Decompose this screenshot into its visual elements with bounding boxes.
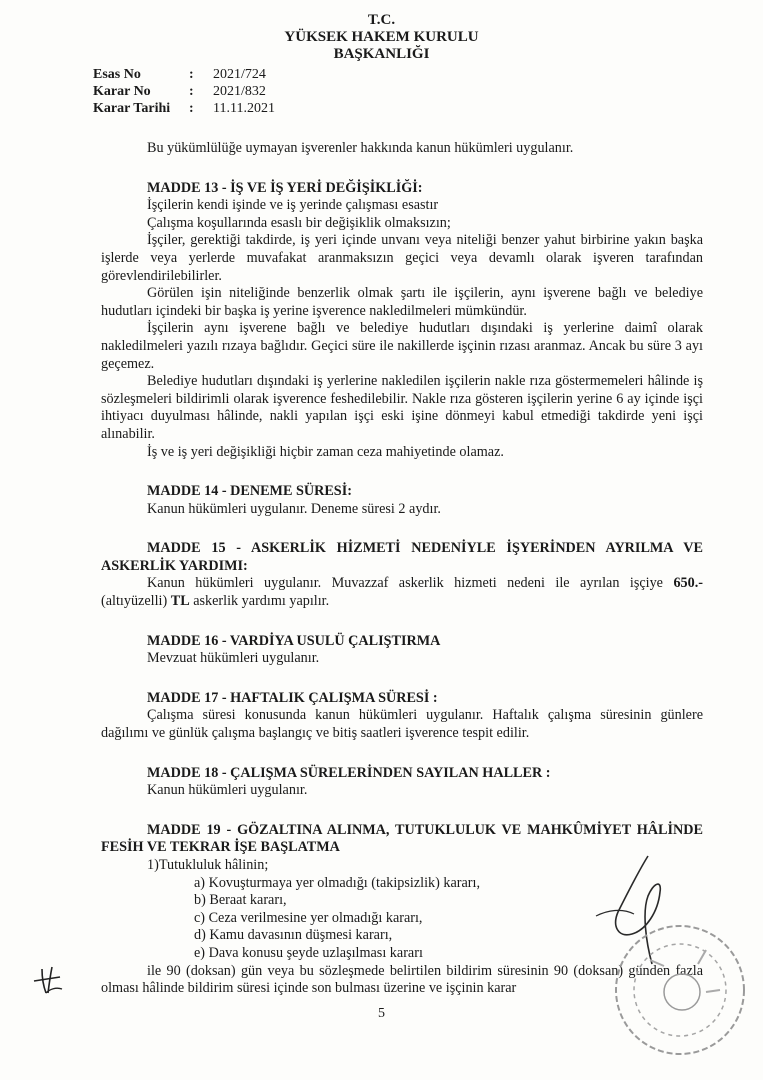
meta-label: Karar No (93, 84, 151, 99)
meta-value: 11.11.2021 (213, 101, 275, 116)
article-17-title: MADDE 17 - HAFTALIK ÇALIŞMA SÜRESİ : (147, 689, 438, 706)
article-19-item-d: d) Kamu davasının düşmesi kararı, (194, 927, 393, 944)
article-13-line-1: İşçilerin kendi işinde ve iş yerinde çalışması esastır (147, 197, 439, 214)
meta-colon: : (189, 67, 194, 82)
article-16-text: Mevzuat hükümleri uygulanır. (147, 650, 320, 667)
article-19-item-b: b) Beraat kararı, (194, 892, 287, 909)
article-19-item-e: e) Dava konusu şeyde uzlaşılması kararı (194, 944, 423, 961)
header-line-tc: T.C. (367, 12, 396, 28)
article-19-lead: 1)Tutukluluk hâlinin; (147, 857, 269, 873)
meta-row-decision-no (93, 83, 275, 100)
meta-row-case-no (93, 66, 275, 83)
meta-colon: : (189, 84, 194, 99)
article-19-item-a: a) Kovuşturmaya yer olmadığı (takipsizlik) kararı, (194, 874, 481, 891)
article-16-title: MADDE 16 - VARDİYA USULÜ ÇALIŞTIRMA (147, 632, 441, 649)
handwritten-initial-icon (30, 963, 74, 999)
meta-colon: : (189, 101, 194, 116)
page-number: 5 (378, 1006, 385, 1021)
document-header (0, 12, 763, 63)
meta-value: 2021/724 (213, 67, 266, 82)
meta-value: 2021/832 (213, 84, 266, 99)
article-15-currency: TL (170, 593, 190, 610)
article-15-text (101, 575, 703, 610)
header-line-institution: YÜKSEK HAKEM KURULU (284, 29, 479, 45)
article-15-text-b: (altıyüzelli) (101, 593, 171, 610)
article-13-line-2: Çalışma koşullarında esaslı bir değişiklik olmaksızın; (147, 214, 451, 231)
official-stamp-icon (610, 920, 750, 1060)
article-19-title-text: MADDE 19 - GÖZALTINA ALINMA, TUTUKLULUK VE MAHKÛMİYET HÂLİNDE FESİH VE TEKRAR İŞE BAŞLATMA (101, 821, 703, 856)
article-13-title: MADDE 13 - İŞ VE İŞ YERİ DEĞİŞİKLİĞİ: (147, 179, 423, 196)
article-19-tail: ile 90 (doksan) gün veya bu sözleşmede belirtilen bildirim süresinin 90 (doksan) günden fazla olması hâlinde bildirim süresi içinde son bulması üzerine ve işçinin karar (101, 962, 703, 997)
meta-label: Esas No (93, 67, 141, 82)
article-13-paragraph-4: Belediye hudutları dışındaki iş yerlerine nakledilen işçilerin nakle rıza göstermemeleri hâlinde iş sözleşmeleri bildirimli olarak işverence feshedilebilir. Nakle rıza gösteren işçilerin yerine 6 ay içinde işçi ihtiyacı duyulması hâlinde, nakli yapılan işçi eski işine dönmeyi kabul etmediği takdirde yeni işçi alınabilir. (101, 373, 703, 442)
article-13-paragraph-2: Görülen işin niteliğinde benzerlik olmak şartı ile işçilerin, aynı işverene bağlı ve belediye hudutları içindeki bir başka iş yerine işverence nakledilmeleri mümkündür. (101, 285, 703, 319)
article-19-item-c: c) Ceza verilmesine yer olmadığı kararı, (194, 909, 423, 926)
article-18-text: Kanun hükümleri uygulanır. (147, 782, 308, 799)
article-14-text: Kanun hükümleri uygulanır. Deneme süresi 2 aydır. (147, 500, 441, 517)
article-17-text: Çalışma süresi konusunda kanun hükümleri uygulanır. Haftalık çalışma süresinin günlere dağılımı ve günlük çalışma başlangıç ve bitiş saatleri işverence tespit edilir. (101, 707, 703, 742)
meta-label: Karar Tarihi (93, 101, 171, 116)
case-metadata (93, 66, 275, 117)
article-15-text-a: Kanun hükümleri uygulanır. Muvazzaf askerlik hizmeti nedeni ile ayrılan işçiye (147, 575, 674, 592)
intro-paragraph: Bu yükümlülüğe uymayan işverenler hakkında kanun hükümleri uygulanır. (147, 140, 574, 156)
article-15-title-text: MADDE 15 - ASKERLİK HİZMETİ NEDENİYLE İŞYERİNDEN AYRILMA VE ASKERLİK YARDIMI: (101, 540, 703, 574)
article-15-amount: 650.- (673, 575, 703, 592)
meta-row-decision-date (93, 100, 275, 117)
article-15-text-c: askerlik yardımı yapılır. (189, 593, 330, 610)
article-13-paragraph-3: İşçilerin aynı işverene bağlı ve belediye hudutları dışındaki iş yerlerine daimî olarak nakledilmeleri yazılı rızaya bağlıdır. Geçici süre ile nakillerde işçinin rızası aranmaz. Ancak bu süre 3 ayı geçemez. (101, 320, 703, 372)
article-13-paragraph-5: İş ve iş yeri değişikliği hiçbir zaman ceza mahiyetinde olamaz. (147, 443, 504, 460)
article-18-title: MADDE 18 - ÇALIŞMA SÜRELERİNDEN SAYILAN HALLER : (147, 764, 551, 781)
article-15-title (101, 540, 703, 575)
article-14-title: MADDE 14 - DENEME SÜRESİ: (147, 483, 352, 500)
header-line-office: BAŞKANLIĞI (333, 46, 430, 62)
article-13-paragraph-1: İşçiler, gerektiği takdirde, iş yeri içinde unvanı veya niteliği benzer yahut birbirine yakın başka işlerde veya yerlerde muvafakat aranmaksızın geçici veya devamlı olarak işveren tarafından görevlendirilebilirler. (101, 232, 703, 284)
